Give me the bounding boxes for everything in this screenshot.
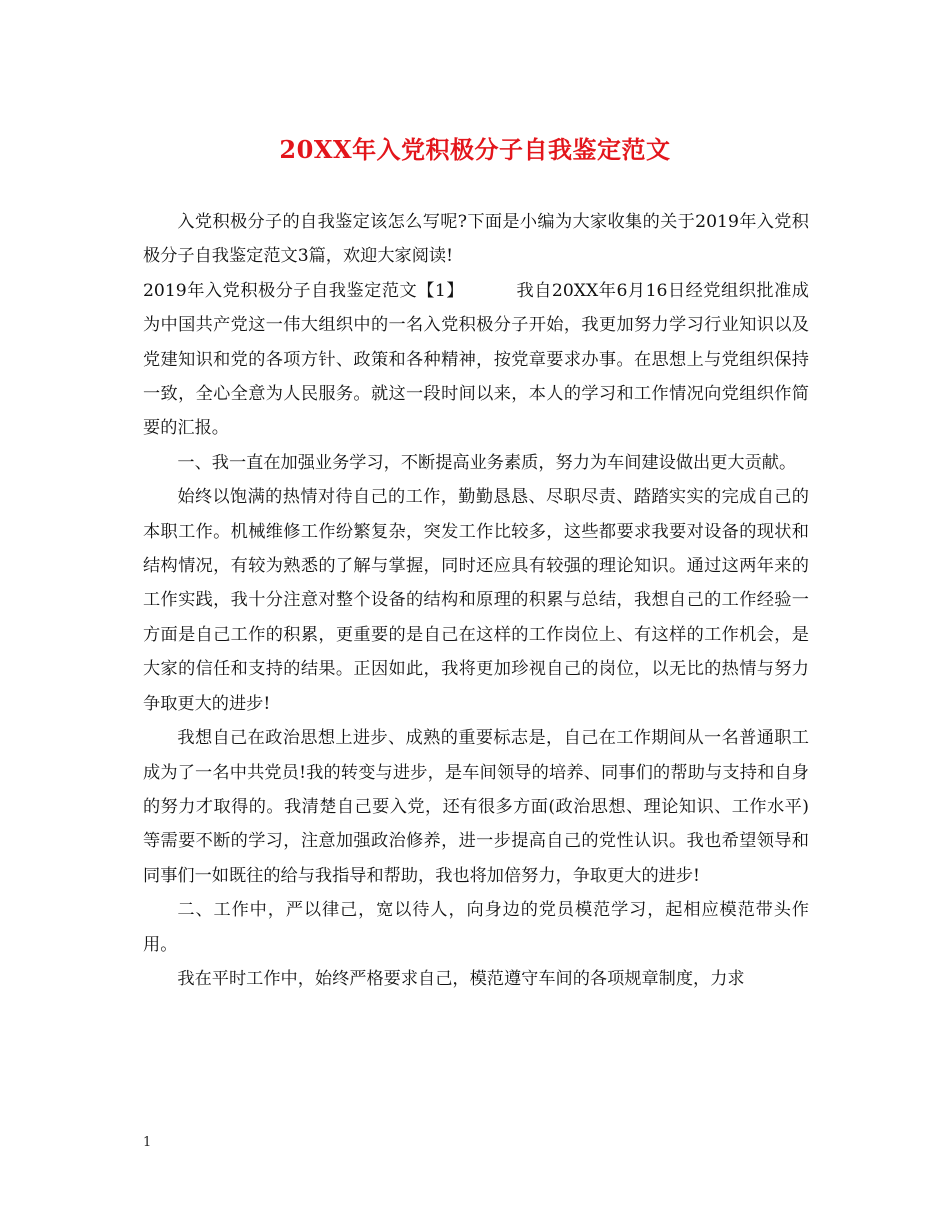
section-paragraph — [143, 274, 809, 446]
body-paragraph-5: 我在平时工作中，始终严格要求自己，模范遵守车间的各项规章制度，力求 — [177, 968, 745, 989]
body-paragraph-4: 二、工作中，严以律己，宽以待人，向身边的党员模范学习，起相应模范带头作用。 — [143, 900, 809, 955]
body-paragraph-1: 一、我一直在加强业务学习，不断提高业务素质，努力为车间建设做出更大贡献。 — [177, 452, 797, 473]
body-paragraph-2: 始终以饱满的热情对待自己的工作，勤勤恳恳、尽职尽责、踏踏实实的完成自己的本职工作。机械维修工作纷繁复杂，突发工作比较多，这些都要求我要对设备的现状和结构情况，有较为熟悉的了解与掌握，同时还应具有较强的理论知识。通过这两年来的工作实践，我十分注意对整个设备的结构和原理的积累与总结，我想自己的工作经验一方面是自己工作的积累，更重要的是自己在这样的工作岗位上、有这样的工作机会，是大家的信任和支持的结果。正因如此，我将更加珍视自己的岗位，以无比的热情与努力争取更大的进步! — [143, 487, 809, 714]
intro-paragraph: 入党积极分子的自我鉴定该怎么写呢?下面是小编为大家收集的关于2019年入党积极分子自我鉴定范文3篇，欢迎大家阅读! — [143, 212, 809, 267]
document-title: 20XX年入党积极分子自我鉴定范文 — [279, 135, 671, 164]
section-heading: 2019年入党积极分子自我鉴定范文【1】 — [143, 280, 465, 301]
section-opening: 我自20XX年6月16日经党组织批准成为中国共产党这一伟大组织中的一名入党积极分子开始，我更加努力学习行业知识以及党建知识和党的各项方针、政策和各种精神，按党章要求办事。在思想上与党组织保持一致，全心全意为人民服务。就这一段时间以来，本人的学习和工作情况向党组织作简要的汇报。 — [143, 280, 809, 439]
body-paragraph-3: 我想自己在政治思想上进步、成熟的重要标志是，自己在工作期间从一名普通职工成为了一名中共党员!我的转变与进步，是车间领导的培养、同事们的帮助与支持和自身的努力才取得的。我清楚自己要入党，还有很多方面(政治思想、理论知识、工作水平)等需要不断的学习，注意加强政治修养，进一步提高自己的党性认识。我也希望领导和同事们一如既往的给与我指导和帮助，我也将加倍努力，争取更大的进步! — [143, 728, 809, 886]
page-number: 1 — [143, 1135, 152, 1150]
document-body — [143, 205, 809, 996]
